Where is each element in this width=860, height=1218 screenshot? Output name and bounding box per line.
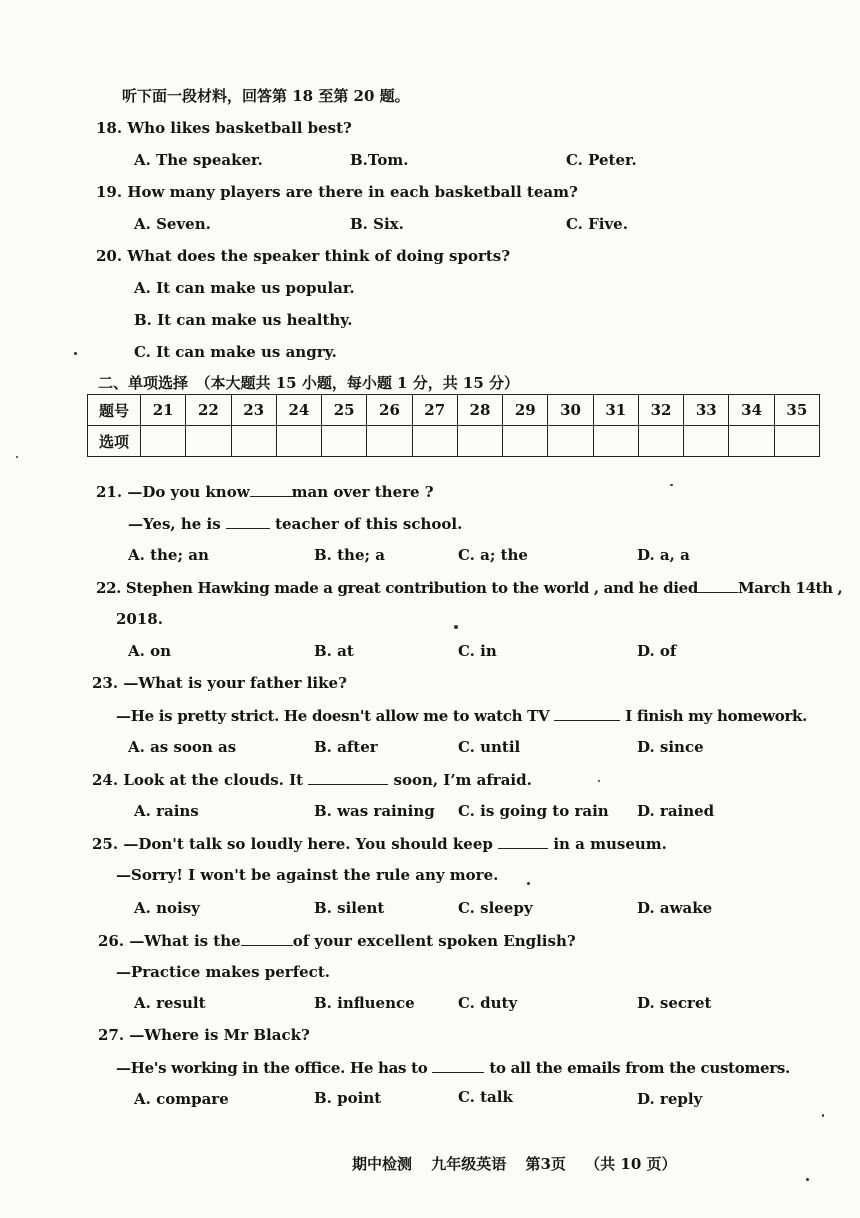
- answer-cell[interactable]: [231, 426, 276, 457]
- question-23-line-1: 23. —What is your father like?: [92, 674, 347, 692]
- q26-option-a: A. result: [134, 994, 206, 1012]
- question-19-stem: 19. How many players are there in each basketball team?: [96, 183, 578, 201]
- q21-option-c: C. a; the: [458, 546, 528, 564]
- q24-option-a: A. rains: [134, 802, 199, 820]
- scan-speck: [16, 456, 18, 458]
- table-cell-number: 32: [638, 395, 683, 426]
- q26-option-b: B. influence: [314, 994, 415, 1012]
- q23-option-c: C. until: [458, 738, 521, 756]
- table-cell-number: 24: [276, 395, 321, 426]
- table-cell-number: 25: [322, 395, 367, 426]
- q23-text-after-blank: I finish my homework.: [625, 707, 808, 725]
- q27-text-before-blank: —He's working in the office. He has to: [116, 1059, 428, 1077]
- listening-intro: 听下面一段材料，回答第 18 至第 20 题。: [122, 87, 410, 105]
- answer-blank: [308, 769, 388, 785]
- answer-blank: [250, 481, 292, 497]
- q23-option-d: D. since: [637, 738, 704, 756]
- q20-option-c: C. It can make us angry.: [134, 343, 337, 361]
- q19-option-c: C. Five.: [566, 215, 628, 233]
- question-26-line-2: —Practice makes perfect.: [116, 963, 330, 981]
- answer-cell[interactable]: [186, 426, 231, 457]
- q23-option-b: B. after: [314, 738, 378, 756]
- q18-option-b: B.Tom.: [350, 151, 409, 169]
- q22-option-c: C. in: [458, 642, 497, 660]
- q21-reply-after-blank: teacher of this school.: [275, 515, 463, 533]
- answer-cell[interactable]: [503, 426, 548, 457]
- q23-option-a: A. as soon as: [128, 738, 237, 756]
- q24-text-before-blank: 24. Look at the clouds. It: [92, 771, 304, 789]
- q27-text-after-blank: to all the emails from the customers.: [489, 1059, 790, 1077]
- scan-speck: [74, 352, 77, 355]
- table-cell-number: 22: [186, 395, 231, 426]
- table-row-label-choices: 选项: [88, 426, 141, 457]
- q27-option-d: D. reply: [637, 1090, 703, 1108]
- q22-option-b: B. at: [314, 642, 354, 660]
- q27-option-c: C. talk: [458, 1088, 513, 1106]
- footer-total-pages: （共 10 页）: [585, 1155, 677, 1173]
- q26-option-d: D. secret: [637, 994, 712, 1012]
- q21-option-b: B. the; a: [314, 546, 385, 564]
- table-cell-number: 31: [593, 395, 638, 426]
- q21-option-a: A. the; an: [128, 546, 209, 564]
- question-22-line-1: [96, 577, 842, 598]
- answer-blank: [498, 833, 548, 849]
- q25-option-d: D. awake: [637, 899, 713, 917]
- question-25-line-2: —Sorry! I won't be against the rule any more.: [116, 866, 499, 884]
- q23-text-before-blank: —He is pretty strict. He doesn't allow me to watch TV: [116, 707, 550, 725]
- answer-table-choice-row: [88, 426, 820, 457]
- q25-option-a: A. noisy: [134, 899, 200, 917]
- answer-blank: [554, 705, 620, 721]
- answer-blank: [226, 513, 270, 529]
- q26-option-c: C. duty: [458, 994, 518, 1012]
- footer-page-number: 第3页: [525, 1155, 566, 1173]
- q21-reply-before-blank: —Yes, he is: [128, 515, 221, 533]
- table-cell-number: 28: [457, 395, 502, 426]
- q21-text-after-blank: man over there ?: [291, 483, 434, 501]
- q26-text-after-blank: of your excellent spoken English?: [292, 932, 576, 950]
- answer-cell[interactable]: [729, 426, 774, 457]
- q20-option-b: B. It can make us healthy.: [134, 311, 353, 329]
- question-22-line-2: 2018.: [116, 610, 163, 628]
- scan-speck: [527, 882, 530, 885]
- table-row-label-numbers: 题号: [88, 395, 141, 426]
- q19-option-a: A. Seven.: [134, 215, 211, 233]
- answer-cell[interactable]: [774, 426, 819, 457]
- footer-grade-subject: 九年级英语: [431, 1155, 507, 1173]
- table-cell-number: 23: [231, 395, 276, 426]
- q21-option-d: D. a, a: [637, 546, 690, 564]
- table-cell-number: 27: [412, 395, 457, 426]
- question-21-line-1: [96, 481, 434, 502]
- answer-blank: [698, 577, 738, 593]
- q25-option-b: B. silent: [314, 899, 385, 917]
- q22-text-before-blank: 22. Stephen Hawking made a great contribution to the world , and he died: [96, 579, 698, 597]
- scan-speck: [822, 1114, 824, 1117]
- scan-speck: [598, 780, 600, 782]
- q25-text-after-blank: in a museum.: [553, 835, 667, 853]
- page-footer: [352, 1153, 691, 1174]
- question-18-stem: 18. Who likes basketball best?: [96, 119, 352, 137]
- table-cell-number: 35: [774, 395, 819, 426]
- question-21-line-2: [128, 513, 462, 534]
- table-cell-number: 26: [367, 395, 412, 426]
- q27-option-a: A. compare: [134, 1090, 229, 1108]
- answer-cell[interactable]: [593, 426, 638, 457]
- q22-text-after-blank: March 14th ,: [737, 579, 843, 597]
- answer-blank: [432, 1057, 484, 1073]
- q20-option-a: A. It can make us popular.: [134, 279, 355, 297]
- table-cell-number: 21: [141, 395, 186, 426]
- answer-cell[interactable]: [322, 426, 367, 457]
- q22-option-a: A. on: [128, 642, 171, 660]
- answer-cell[interactable]: [548, 426, 593, 457]
- question-24-line-1: [92, 769, 532, 790]
- q24-option-b: B. was raining: [314, 802, 435, 820]
- table-cell-number: 34: [729, 395, 774, 426]
- table-cell-number: 33: [684, 395, 729, 426]
- q27-option-b: B. point: [314, 1089, 382, 1107]
- scan-speck: [454, 625, 458, 629]
- q24-option-c: C. is going to rain: [458, 802, 609, 820]
- question-20-stem: 20. What does the speaker think of doing sports?: [96, 247, 511, 265]
- q18-option-c: C. Peter.: [566, 151, 637, 169]
- table-cell-number: 29: [503, 395, 548, 426]
- q24-text-after-blank: soon, I’m afraid.: [393, 771, 532, 789]
- question-25-line-1: [92, 833, 667, 854]
- answer-cell[interactable]: [638, 426, 683, 457]
- answer-cell[interactable]: [367, 426, 412, 457]
- answer-table: [87, 394, 820, 457]
- answer-table-number-row: [88, 395, 820, 426]
- q25-option-c: C. sleepy: [458, 899, 533, 917]
- scan-speck: [806, 1178, 809, 1181]
- q24-option-d: D. rained: [637, 802, 715, 820]
- q18-option-a: A. The speaker.: [134, 151, 263, 169]
- q25-text-before-blank: 25. —Don't talk so loudly here. You should keep: [92, 835, 493, 853]
- question-27-line-2: [116, 1057, 790, 1078]
- footer-exam-name: 期中检测: [352, 1155, 413, 1173]
- answer-cell[interactable]: [412, 426, 457, 457]
- answer-blank: [241, 930, 293, 946]
- answer-cell[interactable]: [276, 426, 321, 457]
- table-cell-number: 30: [548, 395, 593, 426]
- answer-cell[interactable]: [684, 426, 729, 457]
- question-27-line-1: 27. —Where is Mr Black?: [98, 1026, 310, 1044]
- q19-option-b: B. Six.: [350, 215, 404, 233]
- answer-cell[interactable]: [457, 426, 502, 457]
- scan-speck: [670, 484, 673, 486]
- answer-cell[interactable]: [141, 426, 186, 457]
- q21-text-before-blank: 21. —Do you know: [96, 483, 250, 501]
- q22-option-d: D. of: [637, 642, 677, 660]
- question-26-line-1: [98, 930, 576, 951]
- question-23-line-2: [116, 705, 807, 726]
- section-2-heading: 二、单项选择 （本大题共 15 小题，每小题 1 分，共 15 分）: [98, 374, 520, 392]
- q26-text-before-blank: 26. —What is the: [98, 932, 241, 950]
